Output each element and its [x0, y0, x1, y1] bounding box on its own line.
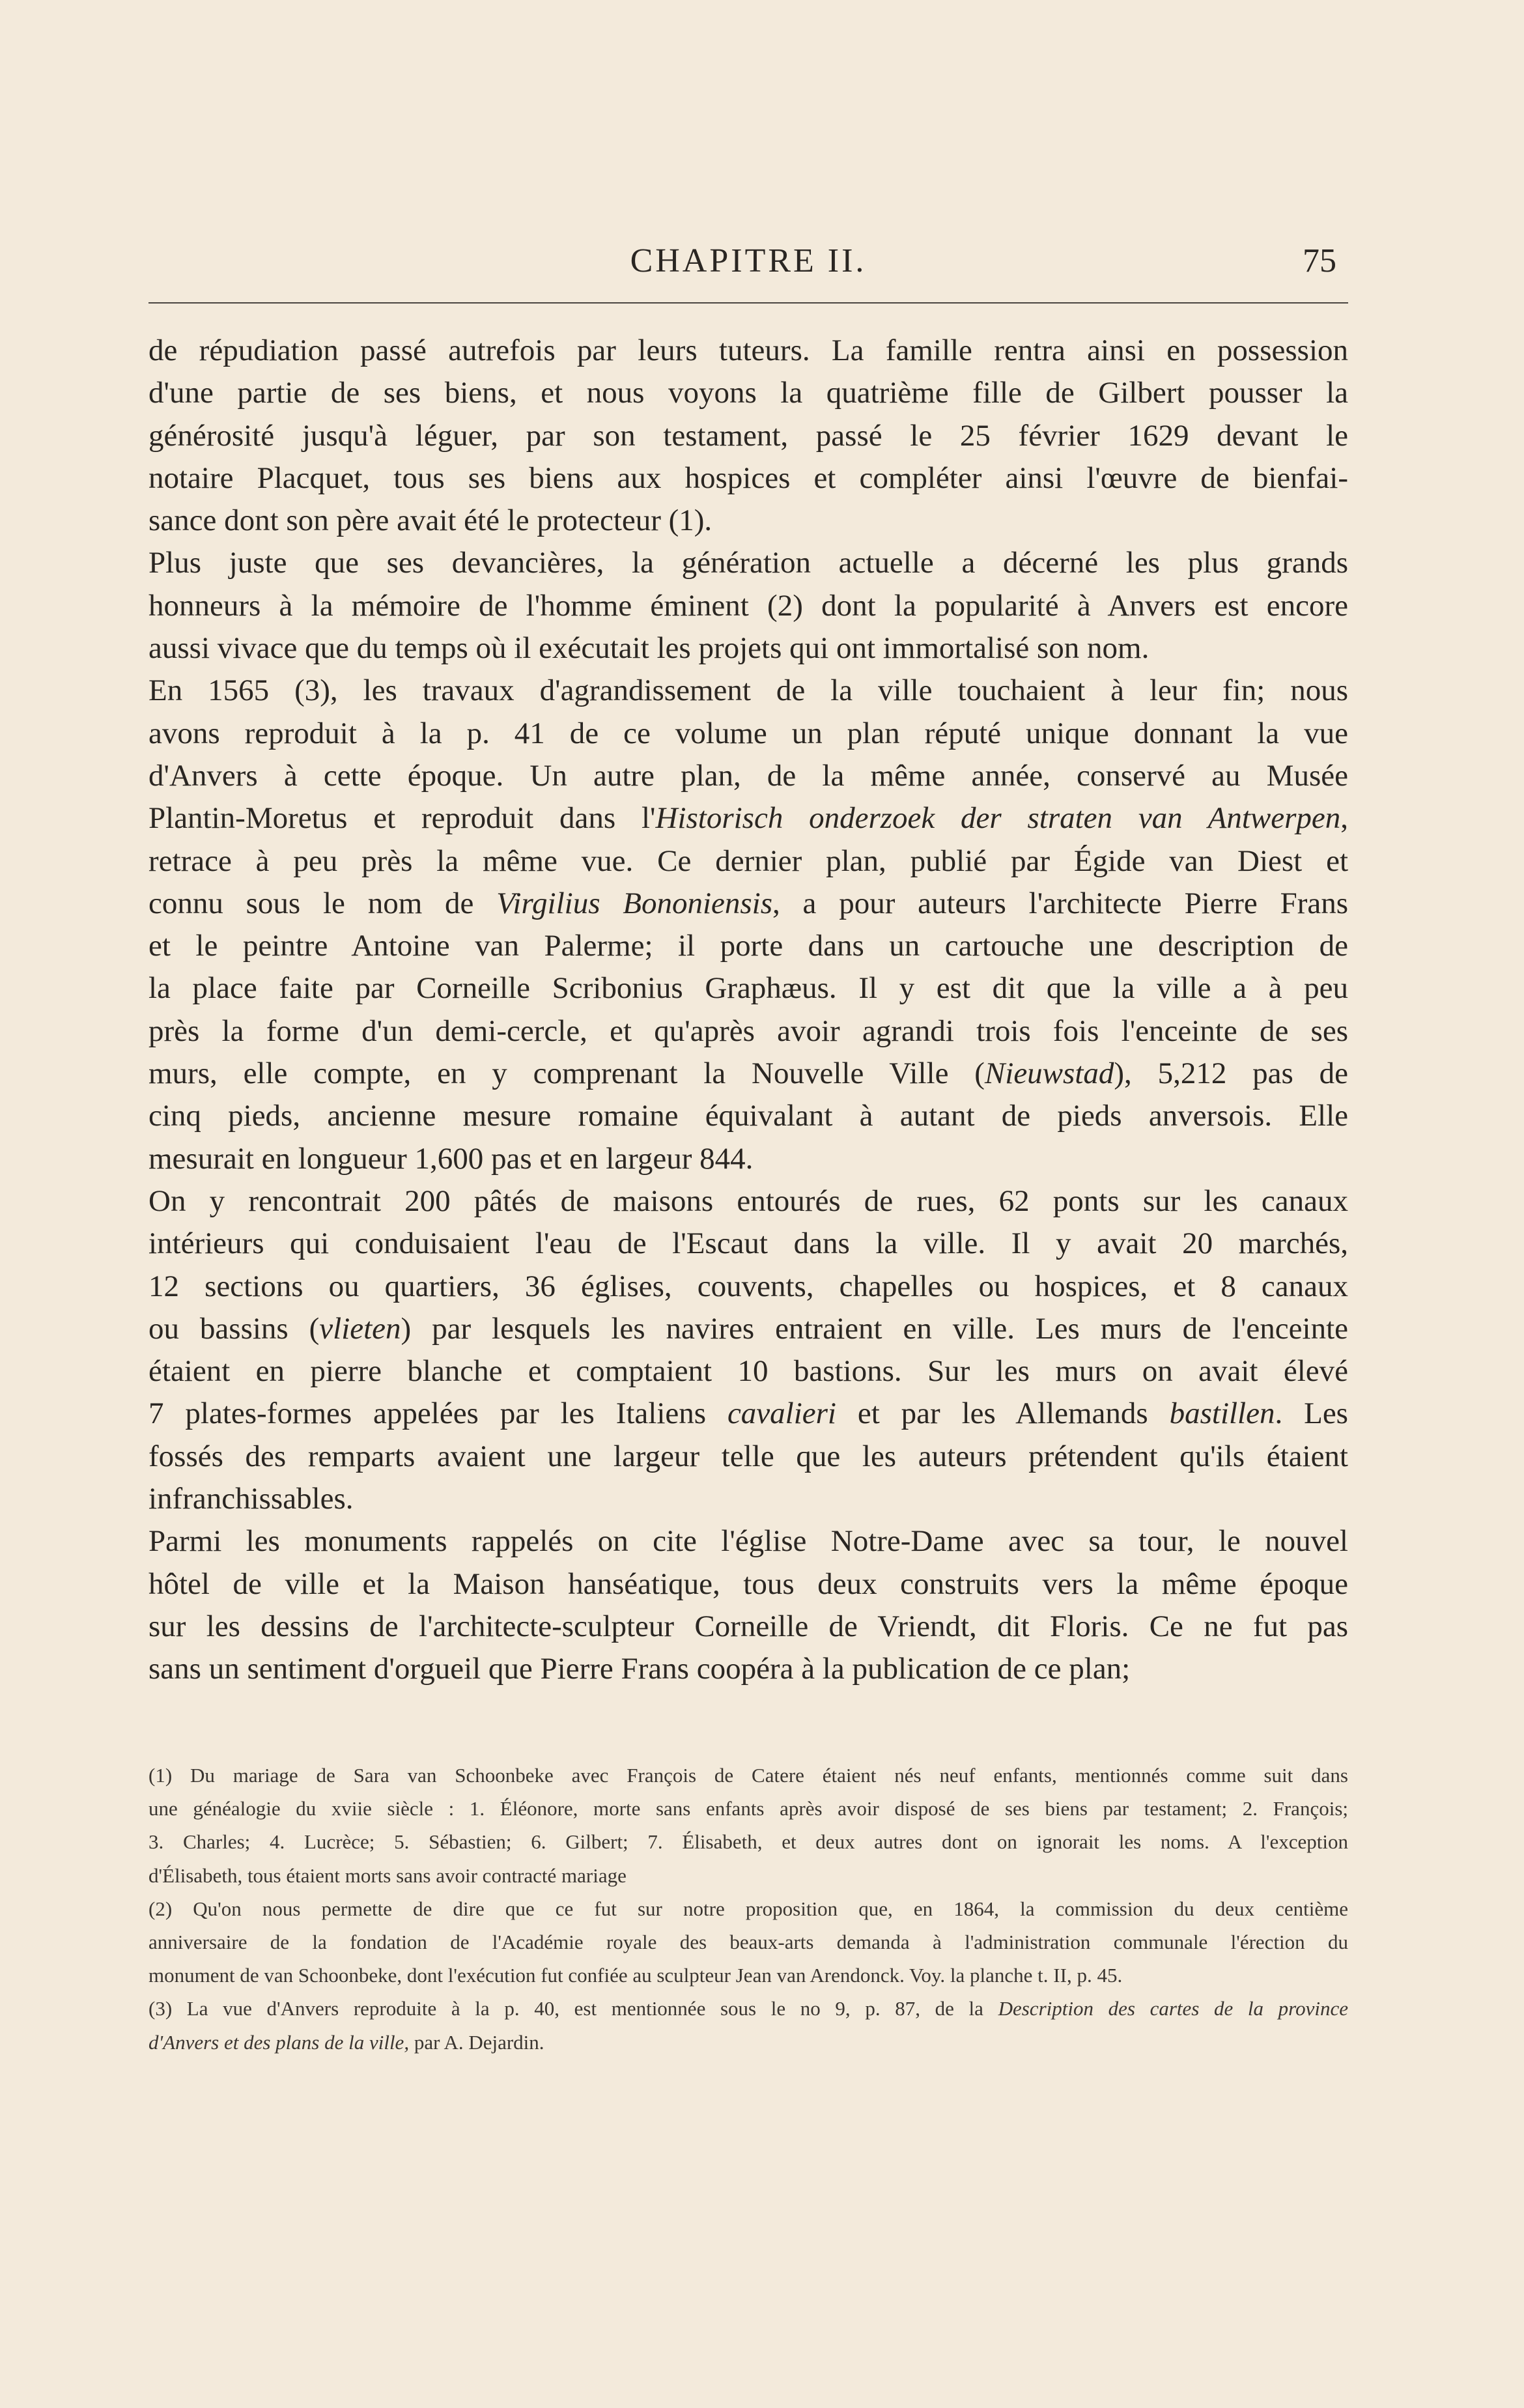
text-line: 12 sections ou quartiers, 36 églises, couvents, chapelles ou hospices, et 8 canaux: [148, 1269, 1348, 1303]
chapter-title: CHAPITRE II.: [630, 242, 867, 279]
footnote-line: 3. Charles; 4. Lucrèce; 5. Sébastien; 6. Gilbert; 7. Élisabeth, et deux autres dont on ignorait les noms. A l'exception: [148, 1830, 1348, 1854]
footnote-line: anniversaire de la fondation de l'Académie royale des beaux-arts demanda à l'administration communale l'érection du: [148, 1930, 1348, 1953]
text-line: cinq pieds, ancienne mesure romaine équivalant à autant de pieds anversois. Elle: [148, 1099, 1348, 1133]
text-line: de répudiation passé autrefois par leurs tuteurs. La famille rentra ainsi en possession: [148, 333, 1348, 367]
running-header: [148, 238, 1348, 284]
text-line: Parmi les monuments rappelés on cite l'église Notre-Dame avec sa tour, le nouvel: [148, 1524, 1348, 1559]
footnote-line: d'Anvers et des plans de la ville, par A. Dejardin.: [148, 2030, 544, 2054]
page-number: 75: [1303, 242, 1336, 279]
text-line: près la forme d'un demi-cercle, et qu'après avoir agrandi trois fois l'enceinte de ses: [148, 1013, 1348, 1048]
text-line: étaient en pierre blanche et comptaient 10 bastions. Sur les murs on avait élevé: [148, 1354, 1348, 1389]
text-line: murs, elle compte, en y comprenant la Nouvelle Ville (Nieuwstad), 5,212 pas de: [148, 1056, 1348, 1091]
footnote-line: (2) Qu'on nous permette de dire que ce fut sur notre proposition que, en 1864, la commission du deux centième: [148, 1897, 1348, 1920]
footnote-line: d'Élisabeth, tous étaient morts sans avoir contracté mariage: [148, 1863, 627, 1887]
text-line: sur les dessins de l'architecte-sculpteur Corneille de Vriendt, dit Floris. Ce ne fut pas: [148, 1609, 1348, 1643]
text-line: intérieurs qui conduisaient l'eau de l'Escaut dans la ville. Il y avait 20 marchés,: [148, 1226, 1348, 1261]
text-line: avons reproduit à la p. 41 de ce volume un plan réputé unique donnant la vue: [148, 716, 1348, 750]
text-line: sance dont son père avait été le protecteur (1).: [148, 503, 713, 538]
footnote-line: monument de van Schoonbeke, dont l'exécution fut confiée au sculpteur Jean van Arendonck. Voy. la planche t. II, p. 45.: [148, 1964, 1123, 1987]
text-line: Plus juste que ses devancières, la génération actuelle a décerné les plus grands: [148, 546, 1348, 580]
text-line: sans un sentiment d'orgueil que Pierre Frans coopéra à la publication de ce plan;: [148, 1652, 1131, 1686]
text-line: générosité jusqu'à léguer, par son testament, passé le 25 février 1629 devant le: [148, 418, 1348, 453]
footnotes: [148, 1759, 1348, 2059]
text-line: et le peintre Antoine van Palerme; il porte dans un cartouche une description de: [148, 929, 1348, 963]
text-line: d'une partie de ses biens, et nous voyons la quatrième fille de Gilbert pousser la: [148, 376, 1348, 410]
text-line: En 1565 (3), les travaux d'agrandissement de la ville touchaient à leur fin; nous: [148, 673, 1348, 708]
text-line: connu sous le nom de Virgilius Bononiensis, a pour auteurs l'architecte Pierre Frans: [148, 886, 1349, 920]
text-line: infranchissables.: [148, 1482, 354, 1516]
footnote-line: (1) Du mariage de Sara van Schoonbeke avec François de Catere étaient nés neuf enfants, mentionnés comme suit dans: [148, 1764, 1348, 1787]
footnote-line: une généalogie du xviie siècle : 1. Éléonore, morte sans enfants après avoir disposé de ses biens par testament; 2. François;: [148, 1797, 1348, 1820]
text-line: On y rencontrait 200 pâtés de maisons entourés de rues, 62 ponts sur les canaux: [148, 1183, 1348, 1218]
text-line: la place faite par Corneille Scribonius Graphæus. Il y est dit que la ville a à peu: [148, 971, 1348, 1006]
text-line: ou bassins (vlieten) par lesquels les navires entraient en ville. Les murs de l'enceinte: [148, 1311, 1348, 1346]
text-line: 7 plates-formes appelées par les Italiens cavalieri et par les Allemands bastillen. Les: [148, 1396, 1348, 1431]
text-line: aussi vivace que du temps où il exécutait les projets qui ont immortalisé son nom.: [148, 631, 1150, 666]
main-text: [148, 330, 1348, 1691]
text-line: retrace à peu près la même vue. Ce dernier plan, publié par Égide van Diest et: [148, 843, 1348, 878]
text-line: Plantin-Moretus et reproduit dans l'Historisch onderzoek der straten van Antwerpen,: [148, 801, 1348, 836]
text-line: honneurs à la mémoire de l'homme éminent (2) dont la popularité à Anvers est encore: [148, 588, 1348, 623]
footnote-line: (3) La vue d'Anvers reproduite à la p. 40, est mentionnée sous le no 9, p. 87, de la Description des cartes de la province: [148, 1997, 1348, 2020]
text-line: mesurait en longueur 1,600 pas et en largeur 844.: [148, 1141, 754, 1176]
header-rule: [148, 302, 1348, 304]
text-line: notaire Placquet, tous ses biens aux hospices et compléter ainsi l'œuvre de bienfai-: [148, 460, 1348, 495]
text-line: fossés des remparts avaient une largeur telle que les auteurs prétendent qu'ils étaient: [148, 1439, 1348, 1473]
text-line: hôtel de ville et la Maison hanséatique, tous deux construits vers la même époque: [148, 1566, 1348, 1601]
text-line: d'Anvers à cette époque. Un autre plan, de la même année, conservé au Musée: [148, 758, 1348, 793]
